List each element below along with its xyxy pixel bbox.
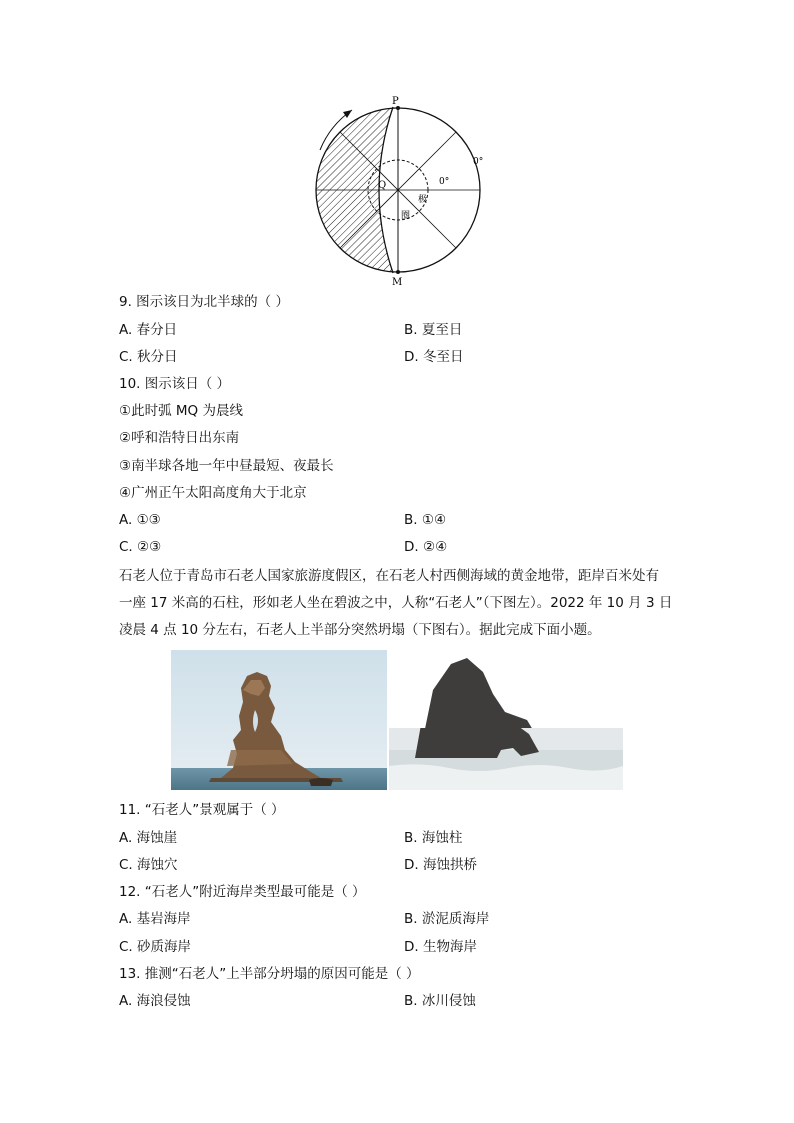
passage-line: 一座 17 米高的石柱，形如老人坐在碧波之中，人称“石老人”（下图左）。2022 年 10 月 3 日: [119, 595, 673, 611]
sea-stack-photo-after-top: [389, 650, 623, 728]
passage-line: 石老人位于青岛市石老人国家旅游度假区，在石老人村西侧海域的黄金地带，距岸百米处有: [119, 568, 659, 584]
q9-stem: 9. 图示该日为北半球的（ ）: [119, 294, 289, 310]
q9-option-a: A. 春分日: [119, 322, 178, 338]
q10-option-b: B. ①④: [404, 512, 447, 528]
passage: [119, 563, 679, 644]
q12-stem: 12. “石老人”附近海岸类型最可能是（ ）: [119, 884, 366, 900]
polar-view-diagram: [300, 92, 500, 292]
q11-option-b: B. 海蚀柱: [404, 830, 463, 846]
q13-option-b: B. 冰川侵蚀: [404, 993, 476, 1009]
label-quan: 圈: [401, 211, 411, 221]
q13-option-a: A. 海浪侵蚀: [119, 993, 191, 1009]
q11-stem: 11. “石老人”景观属于（ ）: [119, 802, 285, 818]
q12-option-c: C. 砂质海岸: [119, 939, 192, 955]
sea-stack-photo-before: [171, 650, 387, 790]
q10-item-4: ④广州正午太阳高度角大于北京: [119, 485, 307, 501]
q11-option-a: A. 海蚀崖: [119, 830, 178, 846]
q9-option-c: C. 秋分日: [119, 349, 178, 365]
q9-option-b: B. 夏至日: [404, 322, 463, 338]
label-zero-outer: 0°: [473, 157, 484, 167]
label-m: M: [392, 277, 403, 288]
label-p: P: [392, 96, 399, 107]
q11-option-c: C. 海蚀穴: [119, 857, 178, 873]
q10-item-3: ③南半球各地一年中昼最短、夜最长: [119, 458, 334, 474]
label-ji: 极: [418, 195, 428, 205]
label-q: Q: [378, 180, 387, 191]
label-zero-inner: 0°: [439, 177, 450, 187]
q10-option-a: A. ①③: [119, 512, 161, 528]
q10-option-d: D. ②④: [404, 539, 448, 555]
q13-stem: 13. 推测“石老人”上半部分坍塌的原因可能是（ ）: [119, 966, 420, 982]
q10-item-2: ②呼和浩特日出东南: [119, 430, 240, 446]
q12-option-d: D. 生物海岸: [404, 939, 477, 955]
sea-stack-photo-after: [389, 728, 623, 790]
q12-option-a: A. 基岩海岸: [119, 911, 191, 927]
q9-option-d: D. 冬至日: [404, 349, 464, 365]
q11-option-d: D. 海蚀拱桥: [404, 857, 477, 873]
q12-option-b: B. 淤泥质海岸: [404, 911, 490, 927]
q10-stem: 10. 图示该日（ ）: [119, 376, 231, 392]
q10-option-c: C. ②③: [119, 539, 162, 555]
passage-line: 凌晨 4 点 10 分左右，石老人上半部分突然坍塌（下图右）。据此完成下面小题。: [119, 622, 601, 638]
q10-item-1: ①此时弧 MQ 为晨线: [119, 403, 243, 419]
